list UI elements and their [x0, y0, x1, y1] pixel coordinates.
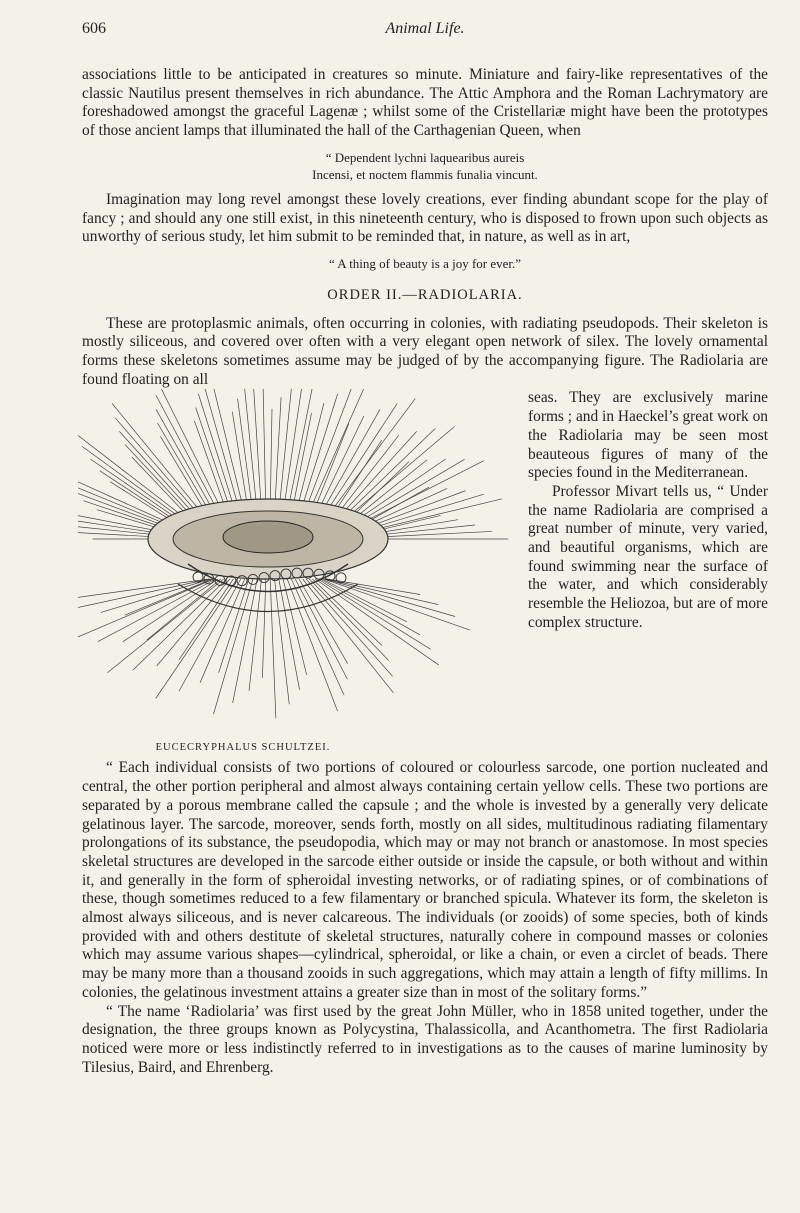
lower-ray [306, 579, 392, 676]
latin-quote-line-1: “ Dependent lychni laquearibus aureis [325, 149, 525, 165]
pseudopod-ray [157, 389, 222, 511]
pseudopod-ray [90, 459, 182, 522]
pseudopod-ray [263, 389, 266, 507]
paragraph-1: associations little to be anticipated in creatures so minute. Miniature and fairy-like representatives of the classic Nautilus present themselves in rich abundance. The Attic Amphora and the Roman Lachrymatory are foreshadowed amongst the graceful Lagenæ ; whilst some of the Cristellariæ might have been the prototypes of those ancient lamps that illuminated the hall of the Carthagenian Queen, when [82, 66, 768, 140]
pseudopod-ray [346, 427, 455, 519]
page-header [82, 20, 768, 44]
paragraph-5: “ Each individual consists of two portions of coloured or colourless sarcode, one portion nucleated and central, the other portion peripheral and almost always containing certain yellow cells. These two portions are separated by a porous membrane called the capsule ; and the whole is invested by a generally very delicate gelatinous layer. The sarcode, moreover, sends forth, mostly on all sides, multitudinous radiating filamentary prolongations of its substance, the pseudopodia, which may or may not branch or anastomose. In most species skeletal structures are developed in the sarcode either outside or inside the capsule, or both without and within it, and generally in the form of spheroidal investing networks, or of radiating spines, or of combinations of these, though sometimes reduced to a few filamentary or branched spicula. Whatever its form, the skeleton is almost always siliceous, and is never calcareous. The individuals (or zooids) of some species, both of kinds provided with and others destitute of skeletal structures, naturally cohere in compound masses or colonies which may assume various shapes—cylindrical, spheroidal, or like a chain, or even a circlet of beads. There may be many more than a thousand zooids in such aggregations, which may attain a length of fifty millims. In colonies, the gelatinous investment attains a greater size than in most of the solitary forms.” [82, 759, 768, 1001]
lower-ray [101, 579, 211, 612]
radiolarian-illustration [78, 389, 518, 759]
figure-caption: EUCECRYPHALUS SCHULTZEI. [155, 741, 331, 753]
lower-ray [249, 579, 261, 691]
radiolarian-figure [78, 389, 518, 759]
running-title: Animal Life. [385, 20, 465, 37]
keats-quote: “ A thing of beauty is a joy for ever.” [328, 255, 522, 271]
lower-ray [303, 579, 394, 693]
pseudopod-ray [301, 394, 337, 509]
lower-ray [324, 579, 470, 630]
pseudopod-ray [78, 469, 176, 527]
lower-ray [309, 579, 388, 660]
pseudopod-ray [353, 459, 445, 522]
lower-ray [315, 579, 439, 665]
pseudopod-ray [356, 460, 465, 524]
pseudopod-ray [112, 404, 203, 515]
pseudopod-ray [203, 389, 239, 508]
lower-ray [78, 579, 210, 608]
pseudopod-ray [270, 409, 272, 507]
pseudopod-ray [284, 389, 304, 507]
pseudopod-ray [119, 432, 196, 517]
pseudopod-ray [326, 404, 398, 513]
lower-ray [291, 579, 344, 695]
page-body [82, 66, 768, 1077]
section-heading: ORDER II.—RADIOLARIA. [327, 286, 523, 303]
lower-ray [262, 579, 265, 678]
lower-ray [327, 579, 420, 594]
pseudopod-ray [306, 389, 353, 509]
lower-ray [270, 579, 276, 718]
lower-ray [98, 579, 216, 642]
pseudopod-ray [156, 396, 218, 512]
paragraph-4: Professor Mivart tells us, “ Under the name Radiolaria are comprised a great number of minute, very varied, and beautiful organisms, which are found swimming near the surface of the water, and which considerably resemble the Heliozoa, but are of more complex structure. [528, 482, 768, 631]
paragraph-3-wrap: seas. They are exclusively marine forms ; and in Haeckel’s great work on the Radiolaria may be seen most beauteous figures of many of the species found in the Mediterranean. [528, 389, 768, 482]
lower-ray [320, 579, 420, 635]
lower-ray [299, 579, 348, 664]
lower-ray [325, 579, 455, 616]
lower-ray [179, 579, 241, 691]
latin-quote [82, 149, 768, 183]
paragraph-6: “ The name ‘Radiolaria’ was first used by the great John Müller, who in 1858 united together, under the designation, the three groups known as Polycystina, Thalassicolla, and Acanthometra. The first Radiolaria noticed were more or less indistinctly referred to in investigations as to the causes of marine luminosity by Tilesius, Baird, and Ehrenberg. [82, 1002, 768, 1076]
lower-ray [156, 579, 237, 698]
paragraph-3-intro: These are protoplasmic animals, often occurring in colonies, with radiating pseudopods. Their skeleton is mostly siliceous, and covered over often with a very elegant open network of silex. The lovely ornamental forms these skeletons sometimes assume may be judged of by the accompanying figure. The Radiolaria are found floating on all [82, 314, 768, 388]
pseudopod-ray [279, 389, 291, 507]
pseudopod-ray [157, 423, 210, 513]
latin-quote-line-2: Incensi, et noctem flammis funalia vincunt. [312, 166, 538, 182]
pseudopod-ray [156, 410, 214, 513]
lower-ray [318, 579, 431, 649]
lower-ray [219, 579, 249, 673]
lower-ray [275, 579, 290, 704]
pseudopod-ray [314, 424, 349, 511]
paragraph-2: Imagination may long revel amongst these lovely creations, ever finding abundant scope for the play of fancy ; and should any one still exist, in this nineteenth century, who is disposed to frown upon such objects as unworthy of serious study, let him submit to be reminded that, in nature, as well as in art, [82, 190, 768, 246]
pseudopod-ray [275, 398, 281, 508]
pseudopod-ray [253, 389, 261, 507]
pseudopod-ray [365, 499, 502, 532]
page-number: 606 [82, 20, 106, 37]
